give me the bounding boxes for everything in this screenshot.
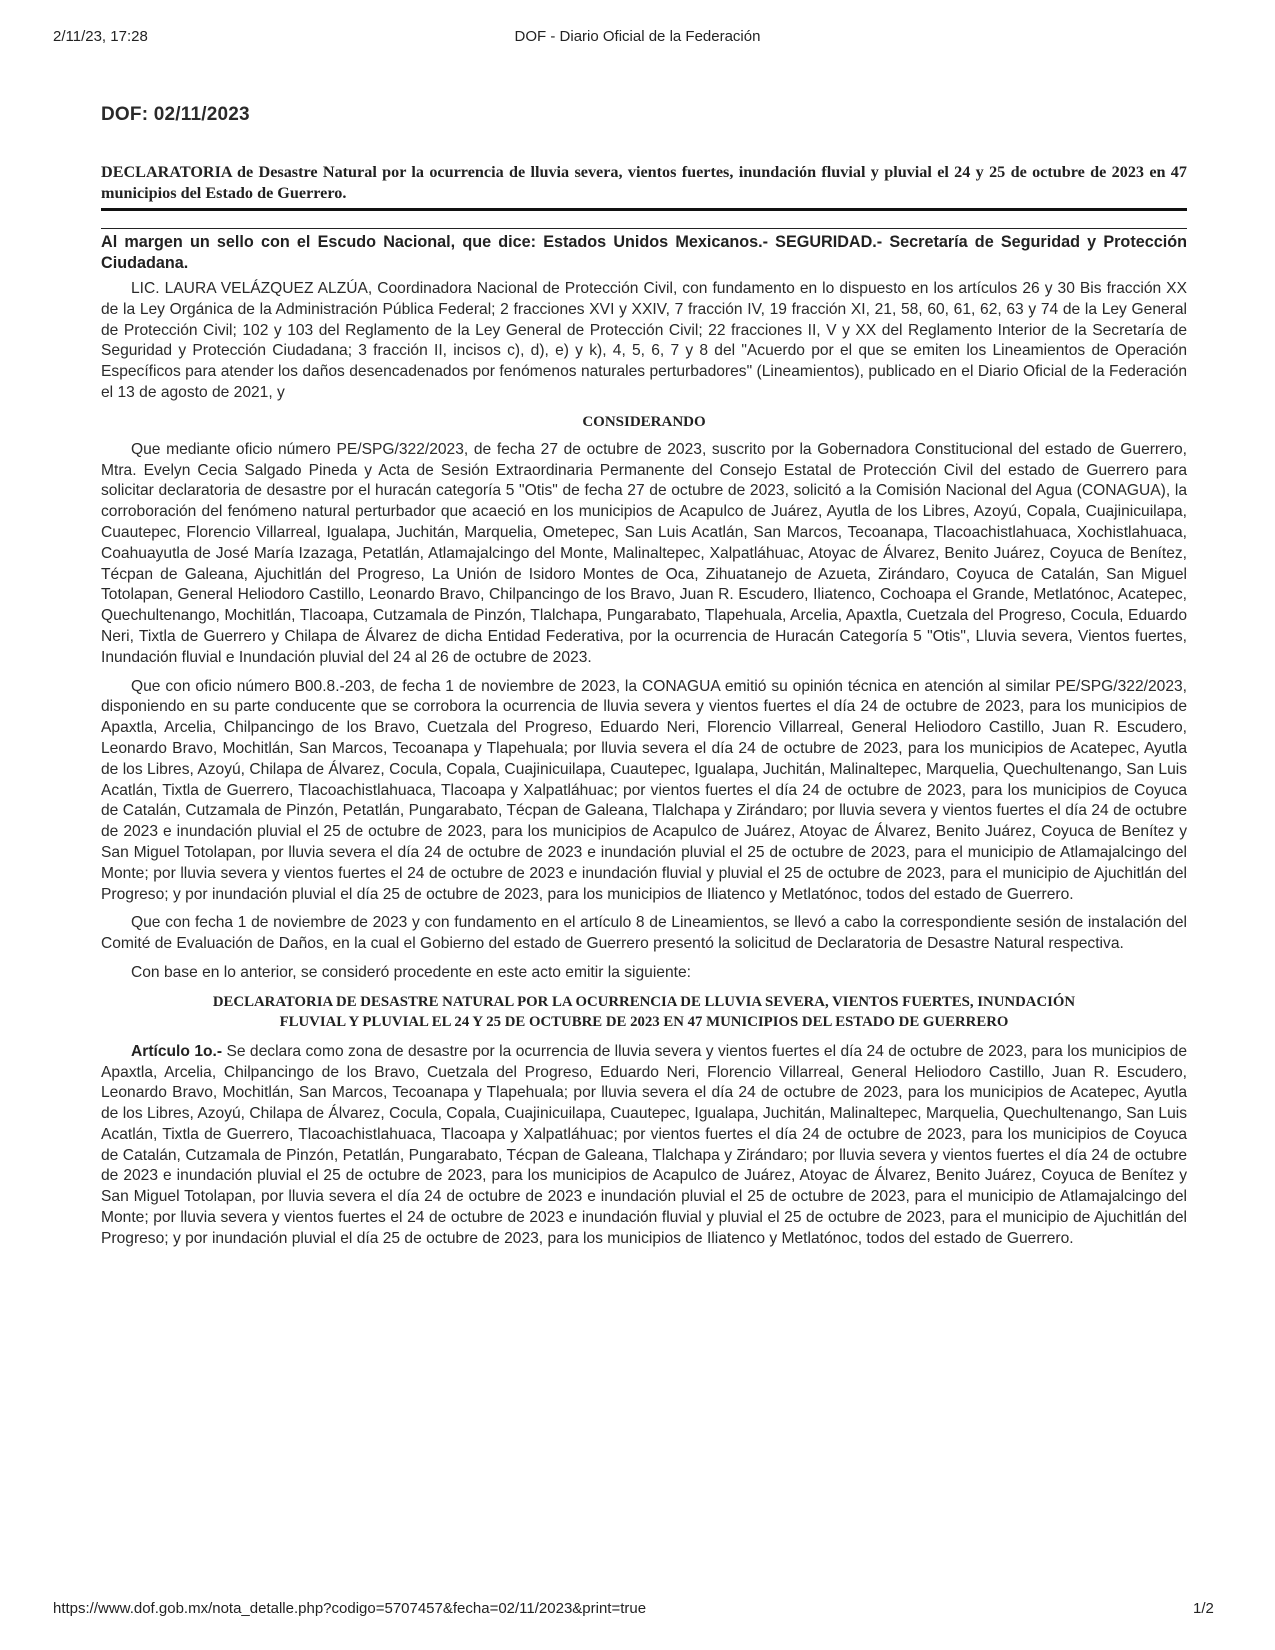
dof-date: DOF: 02/11/2023 (101, 104, 250, 125)
page-indicator: 1/2 (1193, 1600, 1214, 1617)
divider (101, 228, 1187, 229)
considerando-paragraph: Con base en lo anterior, se consideró procedente en este acto emitir la siguiente: (131, 963, 691, 981)
print-page-title: DOF - Diario Oficial de la Federación (514, 28, 761, 45)
page-url[interactable]: https://www.dof.gob.mx/nota_detalle.php?codigo=5707457&fecha=02/11/2023&print=true (53, 1600, 647, 1617)
considerando-paragraph: Que mediante oficio número PE/SPG/322/2023, de fecha 27 de octubre de 2023, suscrito por la Gobernadora Constitucional del estado de Guerrero, Mtra. Evelyn Cecia Salgado Pineda y Acta de Sesión Extraordinaria Permanente del Consejo Estatal de Protección Civil del estado de Guerrero para solicitar declaratoria de desastre por el huracán categoría 5 "Otis" de fecha 27 de octubre de 2023, solicitó a la Comisión Nacional del Agua (CONAGUA), la corroboración del fenómeno natural perturbador que acaeció en los municipios de Acapulco de Juárez, Ayutla de los Libres, Azoyú, Copala, Cuajinicuilapa, Cuautepec, Florencio Villarreal, Igualapa, Juchitán, Marquelia, Ometepec, San Luis Acatlán, San Marcos, Tecoanapa, Tlacoachistlahuaca, Xochistlahuaca, Coahuayutla de José María Izazaga, Petatlán, Atlamajalcingo del Monte, Malinaltepec, Xalpatláhuac, Atoyac de Álvarez, Benito Juárez, Coyuca de Benítez, Técpan de Galeana, Ajuchitlán del Progreso, La Unión de Isidoro Montes de Oca, Zihuatanejo de Azueta, Zirándaro, Coyuca de Catalán, San Miguel Totolapan, General Heliodoro Castillo, Leonardo Bravo, Chilpancingo de los Bravo, Juan R. Escudero, Iliatenco, Cochoapa el Grande, Metlatónoc, Acatepec, Quechultenango, Mochitlán, Tlacoapa, Cutzamala de Pinzón, Tlalchapa, Pungarabato, Tlapehuala, Arcelia, Apaxtla, Cuetzala del Progreso, Cocula, Eduardo Neri, Tixtla de Guerrero y Chilapa de Álvarez de dicha Entidad Federativa, por la ocurrencia de Huracán Categoría 5 "Otis", Lluvia severa, Vientos fuertes, Inundación fluvial e Inundación pluvial del 24 al 26 de octubre de 2023. (101, 440, 1187, 666)
article-paragraph (101, 1042, 1187, 1250)
article-label: Artículo 1o.- (131, 1042, 223, 1060)
print-datetime: 2/11/23, 17:28 (53, 28, 148, 45)
document-title: DECLARATORIA de Desastre Natural por la ocurrencia de lluvia severa, vientos fuertes, inundación fluvial y pluvial el 24 y 25 de octubre de 2023 en 47 municipios del Estado de Guerrero. (101, 162, 1187, 211)
declaration-heading: DECLARATORIA DE DESASTRE NATURAL POR LA OCURRENCIA DE LLUVIA SEVERA, VIENTOS FUERTES, INUNDACIÓN FLUVIAL Y PLUVIAL EL 24 Y 25 DE OCTUBRE DE 2023 EN 47 MUNICIPIOS DEL ESTADO DE GUERRERO (212, 993, 1076, 1030)
considerando-paragraph: Que con fecha 1 de noviembre de 2023 y con fundamento en el artículo 8 de Lineamientos, se llevó a cabo la correspondiente sesión de instalación del Comité de Evaluación de Daños, en la cual el Gobierno del estado de Guerrero presentó la solicitud de Declaratoria de Desastre Natural respectiva. (101, 914, 1187, 953)
margin-note: Al margen un sello con el Escudo Nacional, que dice: Estados Unidos Mexicanos.- SEGURIDAD.- Secretaría de Seguridad y Protección Ciudadana. (101, 233, 1187, 272)
print-header (0, 28, 1275, 50)
preamble-paragraph: LIC. LAURA VELÁZQUEZ ALZÚA, Coordinadora Nacional de Protección Civil, con fundamento en lo dispuesto en los artículos 26 y 30 Bis fracción XX de la Ley Orgánica de la Administración Pública Federal; 2 fracciones XVI y XXIV, 7 fracción IV, 19 fracción XI, 21, 58, 60, 61, 62, 63 y 74 de la Ley General de Protección Civil; 102 y 103 del Reglamento de la Ley General de Protección Civil; 22 fracciones II, V y XX del Reglamento Interior de la Secretaría de Seguridad y Protección Ciudadana; 3 fracción II, incisos c), d), e) y k), 4, 5, 6, 7 y 8 del "Acuerdo por el que se emiten los Lineamientos de Operación Específicos para atender los daños desencadenados por fenómenos naturales perturbadores" (Lineamientos), publicado en el Diario Oficial de la Federación el 13 de agosto de 2021, y (101, 280, 1187, 401)
article-text: Se declara como zona de desastre por la ocurrencia de lluvia severa y vientos fuertes el día 24 de octubre de 2023, para los municipios de Apaxtla, Arcelia, Chilpancingo de los Bravo, Cuetzala del Progreso, Eduardo Neri, Florencio Villarreal, General Heliodoro Castillo, Juan R. Escudero, Leonardo Bravo, Mochitlán, San Marcos, Tecoanapa y Tlapehuala; por lluvia severa el día 24 de octubre de 2023, para los municipios de Acatepec, Ayutla de los Libres, Azoyú, Chilapa de Álvarez, Cocula, Copala, Cuajinicuilapa, Cuautepec, Igualapa, Juchitán, Malinaltepec, Marquelia, Quechultenango, San Luis Acatlán, Tixtla de Guerrero, Tlacoachistlahuaca, Tlacoapa y Xalpatláhuac; por vientos fuertes el día 24 de octubre de 2023, para los municipios de Coyuca de Catalán, Cutzamala de Pinzón, Petatlán, Pungarabato, Técpan de Galeana, Tlalchapa y Zirándaro; por lluvia severa y vientos fuertes el día 24 de octubre de 2023 e inundación pluvial el 25 de octubre de 2023, para los municipios de Acapulco de Juárez, Atoyac de Álvarez, Benito Juárez, Coyuca de Benítez y San Miguel Totolapan, por lluvia severa el día 24 de octubre de 2023 e inundación pluvial el 25 de octubre de 2023, para el municipio de Atlamajalcingo del Monte; por lluvia severa y vientos fuertes el 24 de octubre de 2023 e inundación fluvial y pluvial el 25 de octubre de 2023, para el municipio de Ajuchitlán del Progreso; y por inundación pluvial el día 25 de octubre de 2023, para los municipios de Iliatenco y Metlatónoc, todos del estado de Guerrero. (101, 1042, 1188, 1247)
considerando-heading: CONSIDERANDO (582, 413, 706, 430)
document-body (101, 104, 1187, 1258)
considerando-paragraph: Que con oficio número B00.8.-203, de fecha 1 de noviembre de 2023, la CONAGUA emitió su opinión técnica en atención al similar PE/SPG/322/2023, disponiendo en su parte conducente que se corrobora la ocurrencia de lluvia severa y vientos fuertes el día 24 de octubre de 2023, para los municipios de Apaxtla, Arcelia, Chilpancingo de los Bravo, Cuetzala del Progreso, Eduardo Neri, Florencio Villarreal, General Heliodoro Castillo, Juan R. Escudero, Leonardo Bravo, Mochitlán, San Marcos, Tecoanapa y Tlapehuala; por lluvia severa el día 24 de octubre de 2023, para los municipios de Acatepec, Ayutla de los Libres, Azoyú, Chilapa de Álvarez, Cocula, Copala, Cuajinicuilapa, Cuautepec, Igualapa, Juchitán, Malinaltepec, Marquelia, Quechultenango, San Luis Acatlán, Tixtla de Guerrero, Tlacoachistlahuaca, Tlacoapa y Xalpatláhuac; por vientos fuertes el día 24 de octubre de 2023, para los municipios de Coyuca de Catalán, Cutzamala de Pinzón, Petatlán, Pungarabato, Técpan de Galeana, Tlalchapa y Zirándaro; por lluvia severa y vientos fuertes el día 24 de octubre de 2023 e inundación pluvial el 25 de octubre de 2023, para los municipios de Acapulco de Juárez, Atoyac de Álvarez, Benito Juárez, Coyuca de Benítez y San Miguel Totolapan, por lluvia severa el día 24 de octubre de 2023 e inundación pluvial el 25 de octubre de 2023, para el municipio de Atlamajalcingo del Monte; por lluvia severa y vientos fuertes el 24 de octubre de 2023 e inundación fluvial y pluvial el 25 de octubre de 2023, para el municipio de Ajuchitlán del Progreso; y por inundación pluvial el día 25 de octubre de 2023, para los municipios de Iliatenco y Metlatónoc, todos del estado de Guerrero. (101, 677, 1187, 903)
